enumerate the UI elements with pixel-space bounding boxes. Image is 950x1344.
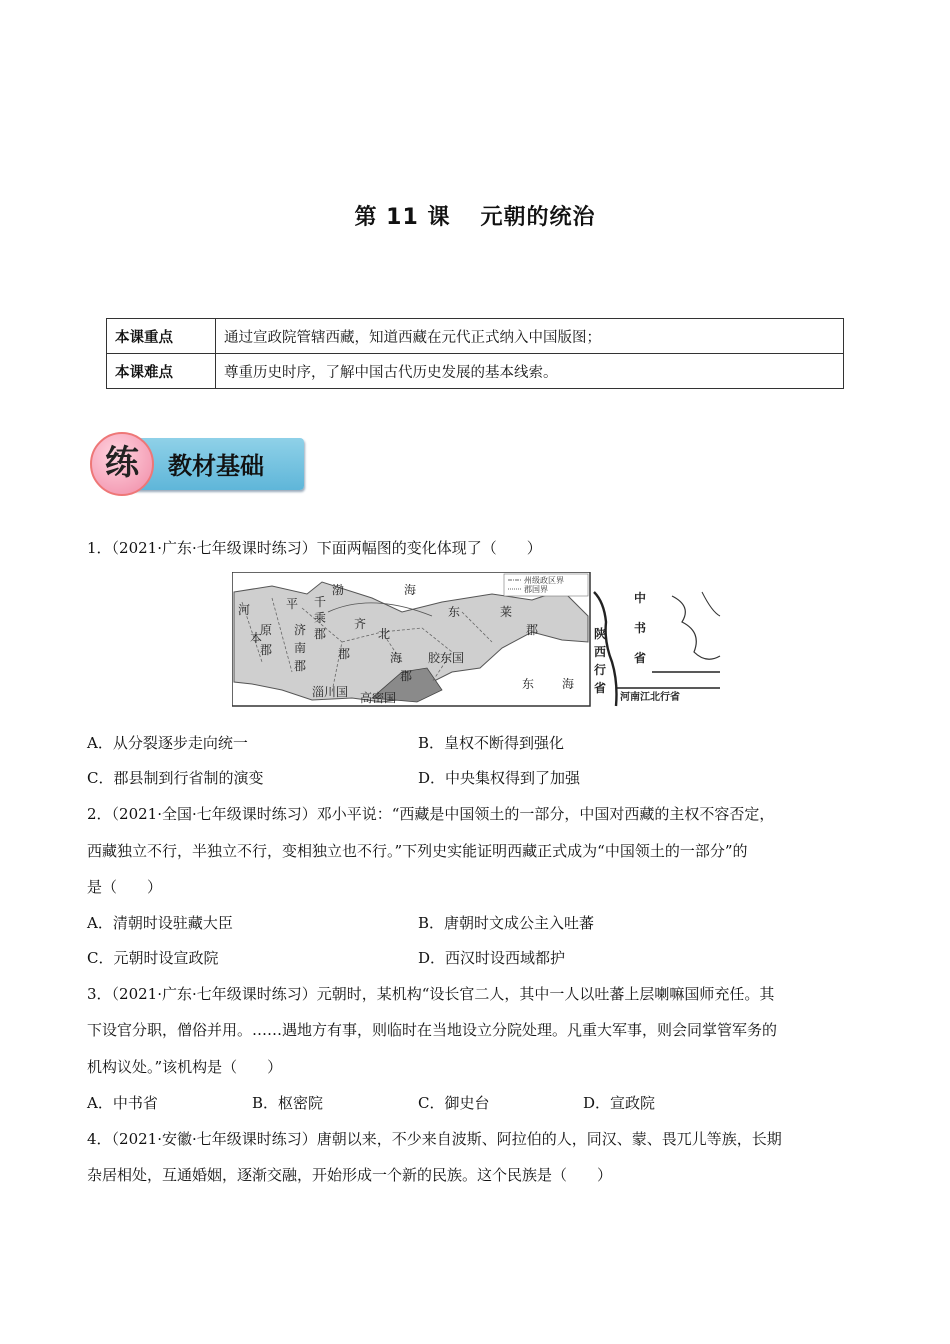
map-label: 郡	[338, 647, 351, 661]
question-3-stem: 机构议处。”该机构是（ ）	[87, 1058, 283, 1076]
lesson-focus-table	[106, 318, 844, 389]
map-label: 千	[314, 595, 327, 609]
map-label: 郡	[526, 623, 539, 637]
question-3-option-d[interactable]: D．宣政院	[583, 1094, 656, 1112]
question-2-stem: 是（ ）	[87, 878, 163, 896]
map-label: 省	[594, 681, 607, 695]
banner-label: 教材基础	[168, 452, 264, 480]
map-label: 海	[390, 651, 403, 665]
question-3-stem: 3．（2021·广东·七年级课时练习）元朝时，某机构“设长官二人，其中一人以吐蕃上层喇嘛国师充任。其	[87, 985, 775, 1003]
yuan-map	[594, 590, 720, 706]
han-map	[232, 572, 590, 706]
question-2-option-c[interactable]: C．元朝时设宣政院	[87, 949, 219, 967]
table-row	[107, 354, 844, 389]
map-label: 南	[294, 641, 307, 655]
map-label: 郡	[294, 659, 307, 673]
question-2-stem: 西藏独立不行，半独立不行，变相独立也不行。”下列史实能证明西藏正式成为“中国领土的一部分”的	[87, 842, 748, 860]
question-1-stem: 1．（2021·广东·七年级课时练习）下面两幅图的变化体现了（ ）	[87, 539, 542, 557]
map-label: 行	[594, 663, 607, 677]
difficulty-value: 尊重历史时序，了解中国古代历史发展的基本线索。	[216, 354, 844, 389]
map-label: 乘	[314, 611, 327, 625]
section-banner	[88, 432, 306, 496]
legend-commandery-border: 郡国界	[524, 585, 548, 594]
map-label: 胶东国	[428, 651, 465, 665]
map-label: 河南江北行省	[620, 692, 680, 703]
map-label: 高密国	[360, 691, 397, 705]
question-2-option-d[interactable]: D．西汉时设西域都护	[418, 949, 566, 967]
map-label: 西	[594, 645, 607, 659]
question-1-option-a[interactable]: A．从分裂逐步走向统一	[87, 734, 248, 752]
focus-value: 通过宣政院管辖西藏，知道西藏在元代正式纳入中国版图；	[216, 319, 844, 354]
question-1-maps	[232, 572, 722, 708]
page-title	[0, 200, 950, 231]
question-3-stem: 下设官分职，僧俗并用。……遇地方有事，则临时在当地设立分院处理。凡重大军事，则会同掌管军务的	[87, 1021, 778, 1039]
map-label: 东	[522, 677, 535, 691]
map-label: 原	[260, 623, 273, 637]
question-3-option-a[interactable]: A．中书省	[87, 1094, 158, 1112]
lesson-name: 元朝的统治	[480, 205, 596, 230]
question-1-option-d[interactable]: D．中央集权得到了加强	[418, 769, 581, 787]
question-1-option-b[interactable]: B．皇权不断得到强化	[418, 734, 565, 752]
map-label: 渤	[332, 583, 345, 597]
question-2-option-b[interactable]: B．唐朝时文成公主入吐蕃	[418, 914, 595, 932]
question-4-stem: 4．（2021·安徽·七年级课时练习）唐朝以来，不少来自波斯、阿拉伯的人，同汉、蒙、畏兀儿等族，长期	[87, 1130, 782, 1148]
map-label: 莱	[500, 605, 513, 619]
focus-key: 本课重点	[107, 319, 216, 354]
question-1-option-c[interactable]: C．郡县制到行省制的演变	[87, 769, 264, 787]
map-label: 郡	[260, 643, 273, 657]
map-label: 北	[378, 627, 391, 641]
legend-state-border: 州级政区界	[524, 576, 564, 585]
question-3-option-b[interactable]: B．枢密院	[252, 1094, 324, 1112]
map-label: 陕	[594, 627, 607, 641]
map-label: 淄川国	[312, 685, 349, 699]
table-row	[107, 319, 844, 354]
map-label: 平	[286, 597, 299, 611]
map-label: 郡	[400, 669, 413, 683]
question-2-option-a[interactable]: A．清朝时设驻藏大臣	[87, 914, 233, 932]
map-label: 郡	[314, 627, 327, 641]
map-label: 东	[448, 605, 461, 619]
map-label: 济	[294, 623, 307, 637]
question-2-stem: 2．（2021·全国·七年级课时练习）邓小平说：“西藏是中国领土的一部分，中国对西藏的主权不容否定，	[87, 805, 775, 823]
map-label: 书	[634, 621, 647, 635]
map-label: 河	[238, 603, 251, 617]
question-4-stem: 杂居相处，互通婚姻，逐渐交融，开始形成一个新的民族。这个民族是（ ）	[87, 1166, 613, 1184]
map-label: 海	[404, 583, 417, 597]
map-label: 中	[634, 591, 647, 605]
lesson-number: 第 11 课	[354, 205, 451, 230]
map-label: 海	[562, 677, 575, 691]
map-label: 省	[634, 651, 647, 665]
question-3-option-c[interactable]: C．御史台	[418, 1094, 490, 1112]
map-label: 齐	[354, 617, 367, 631]
banner-badge: 练	[90, 432, 154, 496]
difficulty-key: 本课难点	[107, 354, 216, 389]
map-label: 本	[250, 631, 263, 645]
